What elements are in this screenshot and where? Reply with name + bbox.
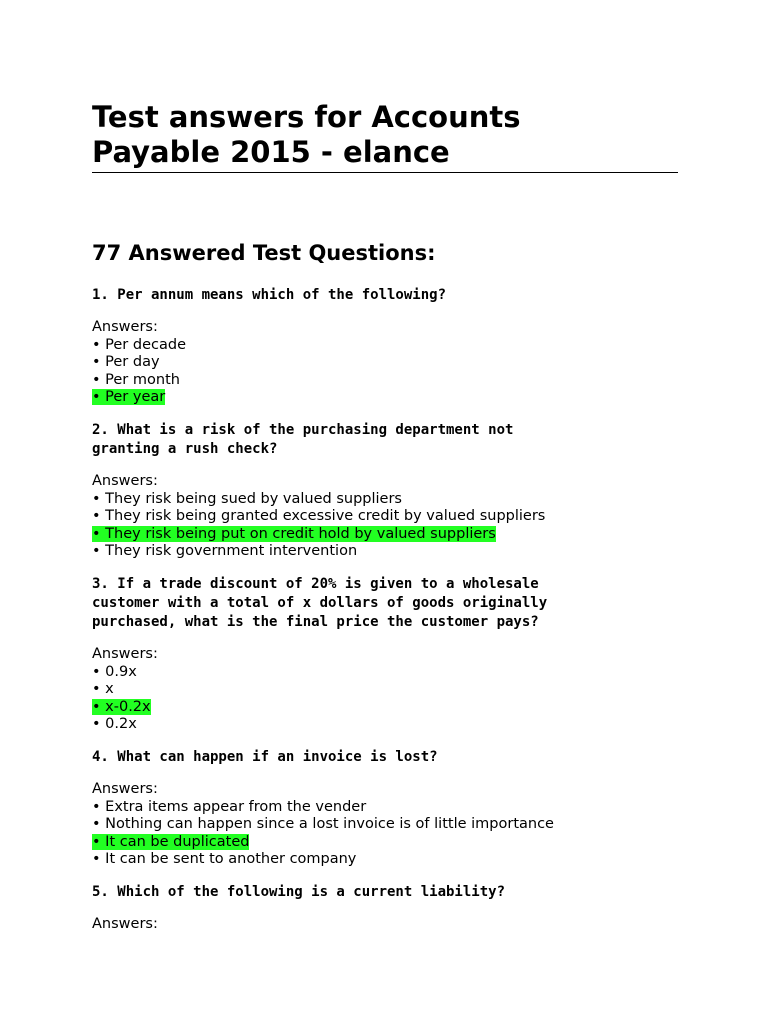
question-block bbox=[92, 575, 678, 734]
question-text: purchased, what is the final price the customer pays? bbox=[92, 613, 539, 630]
question-text: 1. Per annum means which of the following? bbox=[92, 287, 447, 303]
answer-text: • Nothing can happen since a lost invoice is of little importance bbox=[92, 816, 554, 833]
document-page bbox=[92, 100, 678, 933]
answer-text: • x-0.2x bbox=[92, 698, 151, 715]
answer-text: • Per day bbox=[92, 354, 160, 371]
question-text: granting a rush check? bbox=[92, 440, 278, 457]
answer-text: • It can be sent to another company bbox=[92, 851, 357, 868]
answer-option-correct bbox=[92, 389, 678, 407]
answer-option bbox=[92, 816, 678, 834]
question-text: 4. What can happen if an invoice is lost? bbox=[92, 748, 438, 765]
answer-text: • It can be duplicated bbox=[92, 833, 250, 850]
answer-option-correct bbox=[92, 834, 678, 852]
question-text: 2. What is a risk of the purchasing department not bbox=[92, 421, 514, 438]
answer-text: • x bbox=[92, 681, 114, 698]
answer-option-correct bbox=[92, 526, 678, 544]
answers-label: Answers: bbox=[92, 915, 158, 932]
question-block bbox=[92, 883, 678, 934]
answer-option bbox=[92, 337, 678, 355]
answer-option-correct bbox=[92, 699, 678, 717]
answers-label: Answers: bbox=[92, 780, 158, 797]
title-line-2: Payable 2015 - elance bbox=[92, 135, 450, 169]
question-block bbox=[92, 286, 678, 407]
answers-label: Answers: bbox=[92, 319, 158, 335]
questions-heading: 77 Answered Test Questions: bbox=[92, 241, 436, 265]
answer-text: • 0.2x bbox=[92, 716, 137, 733]
answer-text: • Per year bbox=[92, 389, 166, 406]
question-text: customer with a total of x dollars of goods originally bbox=[92, 594, 548, 611]
answer-option bbox=[92, 354, 678, 372]
answer-option bbox=[92, 508, 678, 526]
page-title bbox=[92, 100, 678, 173]
question-block bbox=[92, 748, 678, 869]
title-line-1: Test answers for Accounts bbox=[92, 100, 521, 134]
answer-option bbox=[92, 681, 678, 699]
answer-text: • They risk being sued by valued suppliers bbox=[92, 490, 402, 507]
answer-option bbox=[92, 716, 678, 734]
answer-option bbox=[92, 372, 678, 390]
question-list bbox=[92, 286, 678, 933]
answers-label: Answers: bbox=[92, 472, 158, 489]
question-block bbox=[92, 421, 678, 561]
answer-option bbox=[92, 664, 678, 682]
question-text: 5. Which of the following is a current liability? bbox=[92, 883, 506, 900]
answer-option bbox=[92, 851, 678, 869]
answer-text: • 0.9x bbox=[92, 663, 137, 680]
answers-label: Answers: bbox=[92, 645, 158, 662]
answer-text: • Per month bbox=[92, 371, 180, 388]
answer-option bbox=[92, 491, 678, 509]
answer-option bbox=[92, 543, 678, 561]
answer-text: • They risk being granted excessive credit by valued suppliers bbox=[92, 508, 546, 525]
answer-option bbox=[92, 799, 678, 817]
answer-text: • Per decade bbox=[92, 336, 186, 353]
answer-text: • Extra items appear from the vender bbox=[92, 798, 367, 815]
answer-text: • They risk government intervention bbox=[92, 543, 358, 560]
answer-text: • They risk being put on credit hold by valued suppliers bbox=[92, 525, 496, 542]
question-text: 3. If a trade discount of 20% is given to a wholesale bbox=[92, 575, 539, 592]
